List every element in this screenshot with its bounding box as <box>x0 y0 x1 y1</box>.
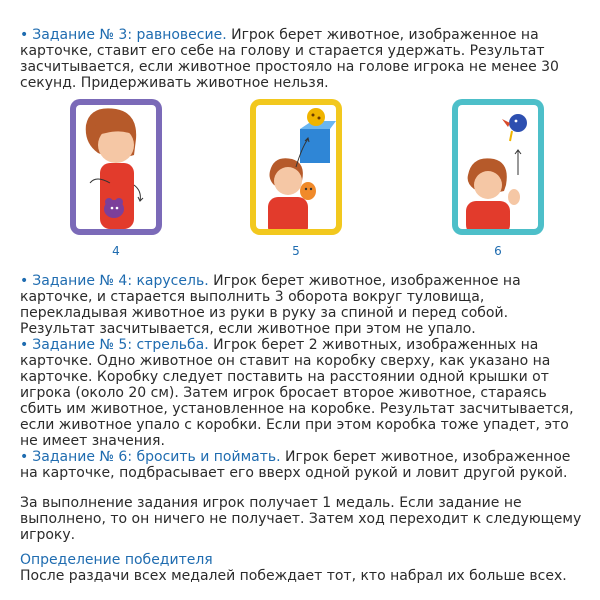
bullet: • <box>20 449 29 465</box>
task-6-title: Задание № 6: бросить и поймать. <box>32 449 281 465</box>
child-shooting-illustration <box>256 105 336 229</box>
task-5-paragraph <box>20 337 585 449</box>
bullet: • <box>20 273 29 289</box>
task-6-text: Игрок берет животное, изображенное на карточке, подбрасывает его вверх одной рукой и ловит другой рукой. <box>20 449 571 481</box>
task-5-title: Задание № 5: стрельба. <box>32 337 209 353</box>
card-4 <box>70 99 162 235</box>
medal-paragraph: За выполнение задания игрок получает 1 медаль. Если задание не выполнено, то он ничего не получает. Затем ход переходит к следующему игроку. <box>20 495 582 543</box>
bullet: • <box>20 337 29 353</box>
task-3-paragraph <box>20 27 585 91</box>
task-5-text: Игрок берет 2 животных, изображенных на карточке. Одно животное он ставит на коробку сверху, как указано на карточке. Коробку следует поставить на расстоянии одной крышки от игрока (около 20 см). Затем игрок бросает второе животное, стараясь сбить им животное, установленное на коробке. Результат засчитывается, если животное упало с коробки. Если при этом коробка тоже упадет, это не имеет значения. <box>20 337 574 449</box>
task-6-paragraph <box>20 449 585 481</box>
winner-paragraph: После раздачи всех медалей побеждает тот, кто набрал их больше всех. <box>20 568 567 584</box>
illustration-cards <box>20 99 585 267</box>
card-4-number: 4 <box>112 244 120 258</box>
task-3-title: Задание № 3: равновесие. <box>32 27 227 43</box>
card-6 <box>452 99 544 235</box>
bullet: • <box>20 27 29 43</box>
child-carousel-illustration <box>76 105 156 229</box>
task-4-title: Задание № 4: карусель. <box>32 273 209 289</box>
task-3-text: Игрок берет животное, изображенное на карточке, ставит его себе на голову и старается удержать. Результат засчитывается, если животное простояло на голове игрока не менее 30 секунд. Придерживать животное нельзя. <box>20 27 559 91</box>
task-4-paragraph <box>20 273 585 337</box>
winner-heading: Определение победителя <box>20 552 213 568</box>
card-6-illustration <box>458 105 538 229</box>
rules-page <box>20 27 585 584</box>
card-5-illustration <box>256 105 336 229</box>
card-5-number: 5 <box>292 244 300 258</box>
card-6-number: 6 <box>494 244 502 258</box>
card-5 <box>250 99 342 235</box>
child-throw-catch-illustration <box>458 105 538 229</box>
task-4-text: Игрок берет животное, изображенное на карточке, и старается выполнить 3 оборота вокруг туловища, перекладывая животное из руки в руку за спиной и перед собой. Результат засчитывается, если животное при этом не упало. <box>20 273 521 337</box>
card-4-illustration <box>76 105 156 229</box>
